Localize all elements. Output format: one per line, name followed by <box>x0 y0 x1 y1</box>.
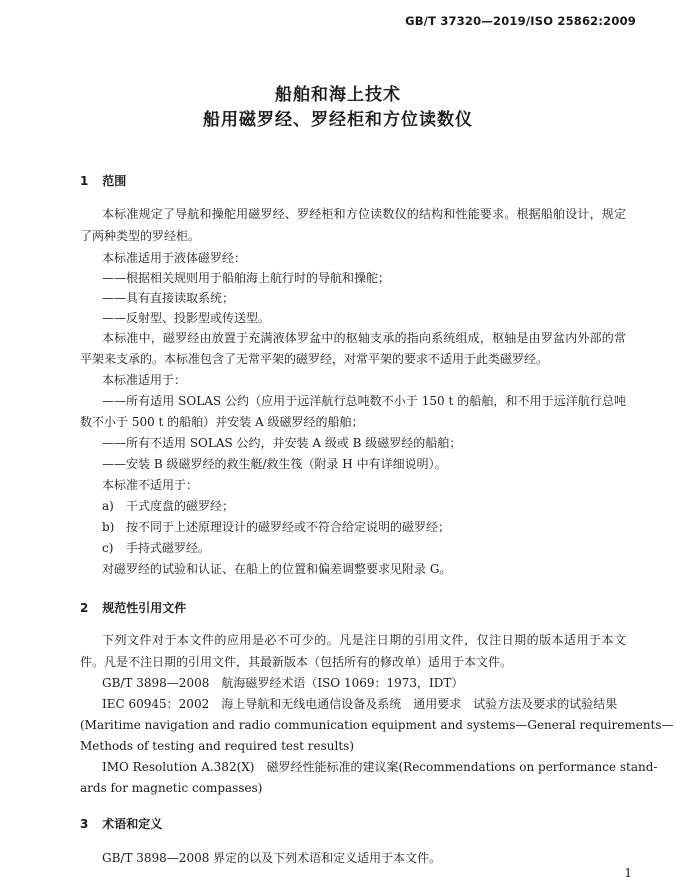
section-number: 3 <box>80 817 89 831</box>
list-text: 干式度盘的磁罗经； <box>126 499 235 513</box>
document-title-line-2: 船用磁罗经、罗经柜和方位读数仪 <box>203 110 473 130</box>
exclusion-item-c <box>102 541 210 555</box>
reference-entry: IMO Resolution A.382(X) 磁罗经性能标准的建议案(Recommendations on performance stand- <box>102 760 658 774</box>
reference-entry: Methods of testing and required test results) <box>80 739 355 753</box>
list-text: 按不同于上述原理设计的磁罗经或不符合给定说明的磁罗经； <box>126 520 451 534</box>
reference-entry: (Maritime navigation and radio communication equipment and systems—General requirements— <box>80 718 674 732</box>
section-title: 规范性引用文件 <box>102 601 187 615</box>
list-item: ——所有适用 SOLAS 公约（应用于远洋航行总吨数不小于 150 t 的船舶，和不用于远洋航行总吨 <box>102 394 626 408</box>
page-number: 1 <box>624 866 632 880</box>
reference-entry: IEC 60945：2002 海上导航和无线电通信设备及系统 通用要求 试验方法及要求的试验结果 <box>102 697 618 711</box>
section-title: 范围 <box>102 174 127 188</box>
section-number: 2 <box>80 601 89 615</box>
list-item: ——根据相关规则用于船舶海上航行时的导航和操舵； <box>102 271 391 285</box>
exclusion-item-a <box>102 499 234 513</box>
paragraph-line: GB/T 3898—2008 界定的以及下列术语和定义适用于本文件。 <box>102 851 442 865</box>
document-title-line-1: 船舶和海上技术 <box>275 85 401 105</box>
paragraph-line: 本标准适用于： <box>102 373 187 387</box>
list-item: ——安装 B 级磁罗经的救生艇/救生筏（附录 H 中有详细说明）。 <box>102 457 447 471</box>
paragraph-line: 本标准中，磁罗经由放置于充满液体罗盆中的枢轴支承的指向系统组成，枢轴是由罗盆内外部的常 <box>102 331 626 345</box>
list-label: c) <box>102 541 114 555</box>
reference-entry: ards for magnetic compasses) <box>80 781 263 795</box>
list-label: a) <box>102 499 114 513</box>
section-1-heading <box>80 172 126 189</box>
paragraph-line: 数不小于 500 t 的船舶）并安装 A 级磁罗经的船舶； <box>80 415 364 429</box>
section-title: 术语和定义 <box>102 817 163 831</box>
paragraph-line: 了两种类型的罗经柜。 <box>80 229 201 243</box>
list-label: b) <box>102 520 115 534</box>
section-3-heading <box>80 815 162 832</box>
section-number: 1 <box>80 174 89 188</box>
exclusion-item-b <box>102 520 450 534</box>
paragraph-line: 件。凡是不注日期的引用文件，其最新版本（包括所有的修改单）适用于本文件。 <box>80 655 513 669</box>
paragraph-line: 本标准不适用于： <box>102 478 199 492</box>
section-2-heading <box>80 599 186 616</box>
list-item: ——所有不适用 SOLAS 公约，并安装 A 级或 B 级磁罗经的船舶； <box>102 436 462 450</box>
paragraph-line: 下列文件对于本文件的应用是必不可少的。凡是注日期的引用文件，仅注日期的版本适用于本文 <box>102 633 626 647</box>
list-item: ——反射型、投影型或传送型。 <box>102 311 271 325</box>
standard-code: GB/T 37320—2019/ISO 25862:2009 <box>405 14 636 28</box>
paragraph-line: 本标准规定了导航和操舵用磁罗经、罗经柜和方位读数仪的结构和性能要求。根据船舶设计，规定 <box>102 207 626 221</box>
reference-entry: GB/T 3898—2008 航海磁罗经术语（ISO 1069：1973，IDT） <box>102 676 464 690</box>
list-item: ——具有直接读取系统； <box>102 291 235 305</box>
paragraph-line: 平架来支承的。本标准包含了无常平架的磁罗经，对常平架的要求不适用于此类磁罗经。 <box>80 352 549 366</box>
list-text: 手持式磁罗经。 <box>126 541 211 555</box>
paragraph-line: 对磁罗经的试验和认证、在船上的位置和偏差调整要求见附录 G。 <box>102 562 452 576</box>
paragraph-line: 本标准适用于液体磁罗经： <box>102 251 247 265</box>
